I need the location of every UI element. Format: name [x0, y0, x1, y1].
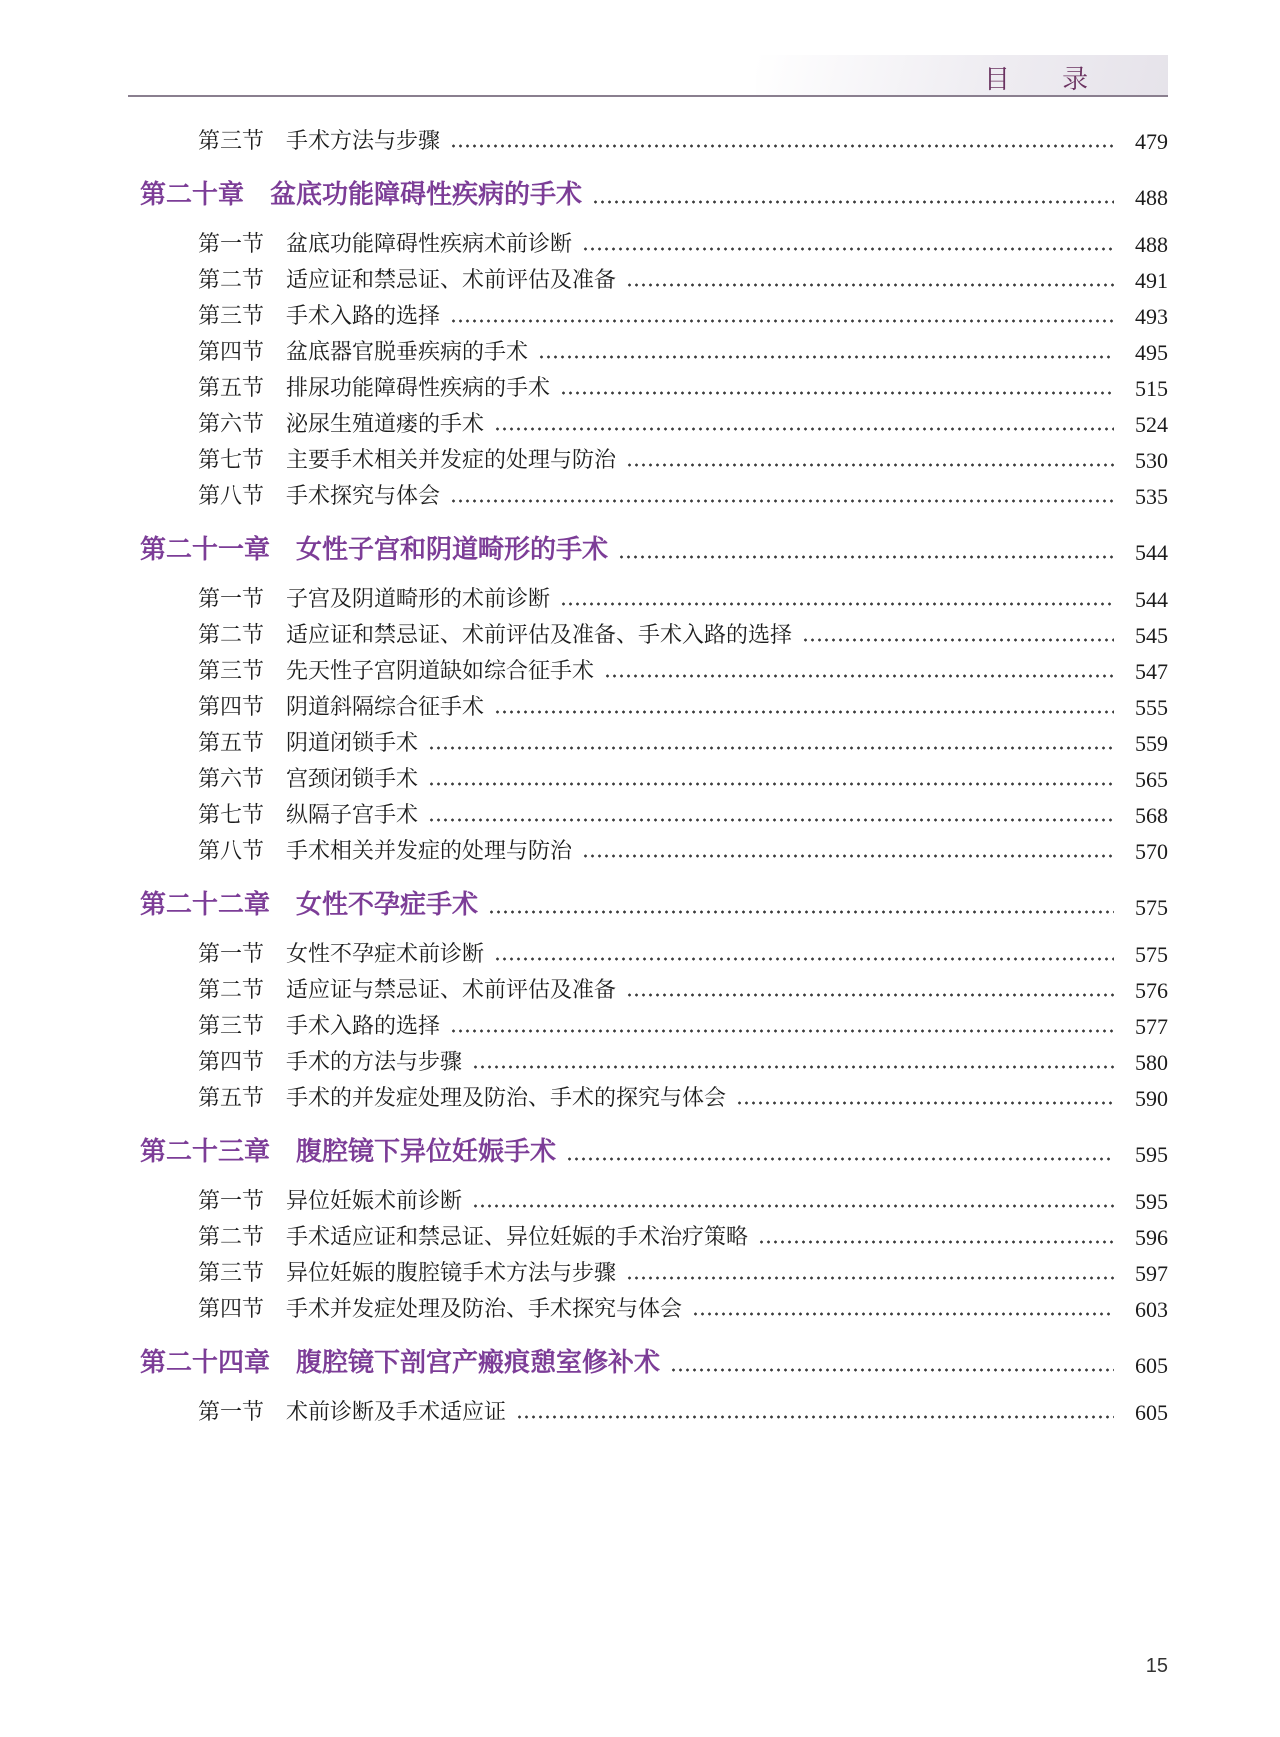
- section-title: 异位妊娠的腹腔镜手术方法与步骤: [286, 1260, 617, 1285]
- entry-page-number: 577: [1135, 1014, 1168, 1039]
- toc-section-row: [140, 728, 1168, 757]
- toc-section-row: [140, 836, 1168, 865]
- section-title: 宫颈闭锁手术: [286, 766, 419, 791]
- section-label: 第六节: [198, 411, 265, 436]
- section-label: 第三节: [198, 303, 265, 328]
- dot-leader: [626, 993, 1114, 997]
- entry-page-number: 603: [1135, 1297, 1168, 1322]
- section-label: 第八节: [198, 838, 265, 863]
- entry-page-number: 488: [1135, 232, 1168, 257]
- section-title: 女性不孕症术前诊断: [286, 941, 485, 966]
- entry-page-number: 596: [1135, 1225, 1168, 1250]
- toc-section-row: [140, 1186, 1168, 1215]
- section-title: 手术适应证和禁忌证、异位妊娠的手术治疗策略: [286, 1224, 749, 1249]
- dot-leader: [472, 1204, 1114, 1208]
- section-title: 手术的并发症处理及防治、手术的探究与体会: [286, 1085, 727, 1110]
- toc-section-row: [140, 692, 1168, 721]
- dot-leader: [626, 283, 1114, 287]
- dot-leader: [494, 957, 1114, 961]
- toc-chapter-row: [140, 1343, 1168, 1379]
- entry-page-number: 491: [1135, 268, 1168, 293]
- dot-leader: [494, 710, 1114, 714]
- toc-section-row: [140, 126, 1168, 155]
- entry-page-number: 544: [1135, 540, 1168, 565]
- section-label: 第二节: [198, 622, 265, 647]
- section-title: 盆底功能障碍性疾病术前诊断: [286, 231, 573, 256]
- section-title: 适应证和禁忌证、术前评估及准备: [286, 267, 617, 292]
- section-title: 阴道斜隔综合征手术: [286, 694, 485, 719]
- section-title: 先天性子宫阴道缺如综合征手术: [286, 658, 595, 683]
- entry-page-number: 605: [1135, 1353, 1168, 1378]
- toc-section-row: [140, 939, 1168, 968]
- toc-section-row: [140, 409, 1168, 438]
- dot-leader: [670, 1368, 1114, 1372]
- entry-page-number: 580: [1135, 1050, 1168, 1075]
- table-of-contents: [140, 96, 1168, 1433]
- toc-section-row: [140, 764, 1168, 793]
- toc-section-row: [140, 1083, 1168, 1112]
- section-label: 第一节: [198, 941, 265, 966]
- dot-leader: [428, 746, 1114, 750]
- toc-section-row: [140, 481, 1168, 510]
- entry-page-number: 595: [1135, 1189, 1168, 1214]
- page-number: 15: [1145, 1655, 1168, 1677]
- chapter-label: 第二十二章: [140, 889, 271, 919]
- section-label: 第四节: [198, 1296, 265, 1321]
- section-title: 手术探究与体会: [286, 483, 441, 508]
- toc-chapter-row: [140, 1132, 1168, 1168]
- section-title: 手术相关并发症的处理与防治: [286, 838, 573, 863]
- dot-leader: [802, 638, 1114, 642]
- section-title: 手术入路的选择: [286, 303, 441, 328]
- entry-page-number: 576: [1135, 978, 1168, 1003]
- entry-page-number: 530: [1135, 448, 1168, 473]
- section-title: 异位妊娠术前诊断: [286, 1188, 463, 1213]
- entry-page-number: 570: [1135, 839, 1168, 864]
- dot-leader: [450, 319, 1114, 323]
- section-label: 第二节: [198, 267, 265, 292]
- chapter-label: 第二十三章: [140, 1136, 271, 1166]
- section-title: 手术入路的选择: [286, 1013, 441, 1038]
- toc-chapter-row: [140, 530, 1168, 566]
- section-title: 手术并发症处理及防治、手术探究与体会: [286, 1296, 683, 1321]
- dot-leader: [494, 427, 1114, 431]
- dot-leader: [516, 1415, 1114, 1419]
- section-label: 第七节: [198, 447, 265, 472]
- entry-page-number: 524: [1135, 412, 1168, 437]
- dot-leader: [582, 854, 1114, 858]
- section-label: 第五节: [198, 730, 265, 755]
- toc-section-row: [140, 656, 1168, 685]
- section-label: 第六节: [198, 766, 265, 791]
- toc-chapter-row: [140, 175, 1168, 211]
- entry-page-number: 544: [1135, 587, 1168, 612]
- section-title: 排尿功能障碍性疾病的手术: [286, 375, 551, 400]
- chapter-title: 腹腔镜下异位妊娠手术: [296, 1136, 557, 1166]
- dot-leader: [428, 818, 1114, 822]
- dot-leader: [592, 200, 1114, 204]
- toc-section-row: [140, 265, 1168, 294]
- toc-section-row: [140, 1294, 1168, 1323]
- section-label: 第八节: [198, 483, 265, 508]
- entry-page-number: 545: [1135, 623, 1168, 648]
- dot-leader: [626, 463, 1114, 467]
- entry-page-number: 568: [1135, 803, 1168, 828]
- dot-leader: [736, 1101, 1114, 1105]
- chapter-label: 第二十一章: [140, 534, 271, 564]
- toc-section-row: [140, 975, 1168, 1004]
- section-title: 适应证和禁忌证、术前评估及准备、手术入路的选择: [286, 622, 793, 647]
- toc-section-row: [140, 800, 1168, 829]
- entry-page-number: 595: [1135, 1142, 1168, 1167]
- entry-page-number: 515: [1135, 376, 1168, 401]
- toc-section-row: [140, 301, 1168, 330]
- section-title: 阴道闭锁手术: [286, 730, 419, 755]
- toc-section-row: [140, 1011, 1168, 1040]
- page-title: 目 录: [984, 65, 1091, 94]
- dot-leader: [618, 555, 1114, 559]
- toc-section-row: [140, 584, 1168, 613]
- toc-chapter-row: [140, 885, 1168, 921]
- section-label: 第三节: [198, 1260, 265, 1285]
- section-label: 第四节: [198, 694, 265, 719]
- toc-section-row: [140, 1258, 1168, 1287]
- dot-leader: [758, 1240, 1114, 1244]
- section-label: 第一节: [198, 231, 265, 256]
- toc-section-row: [140, 1397, 1168, 1426]
- toc-section-row: [140, 1222, 1168, 1251]
- toc-section-row: [140, 1047, 1168, 1076]
- dot-leader: [566, 1157, 1114, 1161]
- entry-page-number: 555: [1135, 695, 1168, 720]
- chapter-title: 女性不孕症手术: [296, 889, 479, 919]
- section-label: 第三节: [198, 1013, 265, 1038]
- section-title: 手术方法与步骤: [286, 128, 441, 153]
- dot-leader: [626, 1276, 1114, 1280]
- chapter-title: 腹腔镜下剖宫产瘢痕憩室修补术: [296, 1347, 661, 1377]
- entry-page-number: 565: [1135, 767, 1168, 792]
- entry-page-number: 479: [1135, 129, 1168, 154]
- dot-leader: [538, 355, 1114, 359]
- section-label: 第四节: [198, 1049, 265, 1074]
- section-label: 第二节: [198, 1224, 265, 1249]
- section-label: 第三节: [198, 128, 265, 153]
- dot-leader: [604, 674, 1114, 678]
- dot-leader: [450, 1029, 1114, 1033]
- dot-leader: [582, 247, 1114, 251]
- section-title: 主要手术相关并发症的处理与防治: [286, 447, 617, 472]
- toc-section-row: [140, 445, 1168, 474]
- toc-section-row: [140, 337, 1168, 366]
- dot-leader: [560, 602, 1114, 606]
- entry-page-number: 535: [1135, 484, 1168, 509]
- dot-leader: [450, 144, 1114, 148]
- entry-page-number: 605: [1135, 1400, 1168, 1425]
- section-label: 第一节: [198, 1399, 265, 1424]
- section-label: 第五节: [198, 375, 265, 400]
- chapter-title: 女性子宫和阴道畸形的手术: [296, 534, 609, 564]
- entry-page-number: 488: [1135, 185, 1168, 210]
- entry-page-number: 559: [1135, 731, 1168, 756]
- header-band: [756, 55, 1168, 95]
- dot-leader: [428, 782, 1114, 786]
- entry-page-number: 590: [1135, 1086, 1168, 1111]
- dot-leader: [560, 391, 1114, 395]
- section-label: 第五节: [198, 1085, 265, 1110]
- entry-page-number: 575: [1135, 895, 1168, 920]
- section-title: 适应证与禁忌证、术前评估及准备: [286, 977, 617, 1002]
- dot-leader: [450, 499, 1114, 503]
- section-label: 第七节: [198, 802, 265, 827]
- section-title: 子宫及阴道畸形的术前诊断: [286, 586, 551, 611]
- section-label: 第二节: [198, 977, 265, 1002]
- dot-leader: [472, 1065, 1114, 1069]
- chapter-title: 盆底功能障碍性疾病的手术: [270, 179, 583, 209]
- toc-section-row: [140, 229, 1168, 258]
- toc-section-row: [140, 373, 1168, 402]
- section-title: 泌尿生殖道瘘的手术: [286, 411, 485, 436]
- dot-leader: [488, 910, 1114, 914]
- section-label: 第三节: [198, 658, 265, 683]
- section-title: 盆底器官脱垂疾病的手术: [286, 339, 529, 364]
- chapter-label: 第二十章: [140, 179, 245, 209]
- toc-section-row: [140, 620, 1168, 649]
- section-title: 纵隔子宫手术: [286, 802, 419, 827]
- section-title: 术前诊断及手术适应证: [286, 1399, 507, 1424]
- entry-page-number: 495: [1135, 340, 1168, 365]
- chapter-label: 第二十四章: [140, 1347, 271, 1377]
- section-title: 手术的方法与步骤: [286, 1049, 463, 1074]
- section-label: 第四节: [198, 339, 265, 364]
- dot-leader: [692, 1312, 1114, 1316]
- section-label: 第一节: [198, 1188, 265, 1213]
- entry-page-number: 547: [1135, 659, 1168, 684]
- entry-page-number: 575: [1135, 942, 1168, 967]
- section-label: 第一节: [198, 586, 265, 611]
- entry-page-number: 493: [1135, 304, 1168, 329]
- entry-page-number: 597: [1135, 1261, 1168, 1286]
